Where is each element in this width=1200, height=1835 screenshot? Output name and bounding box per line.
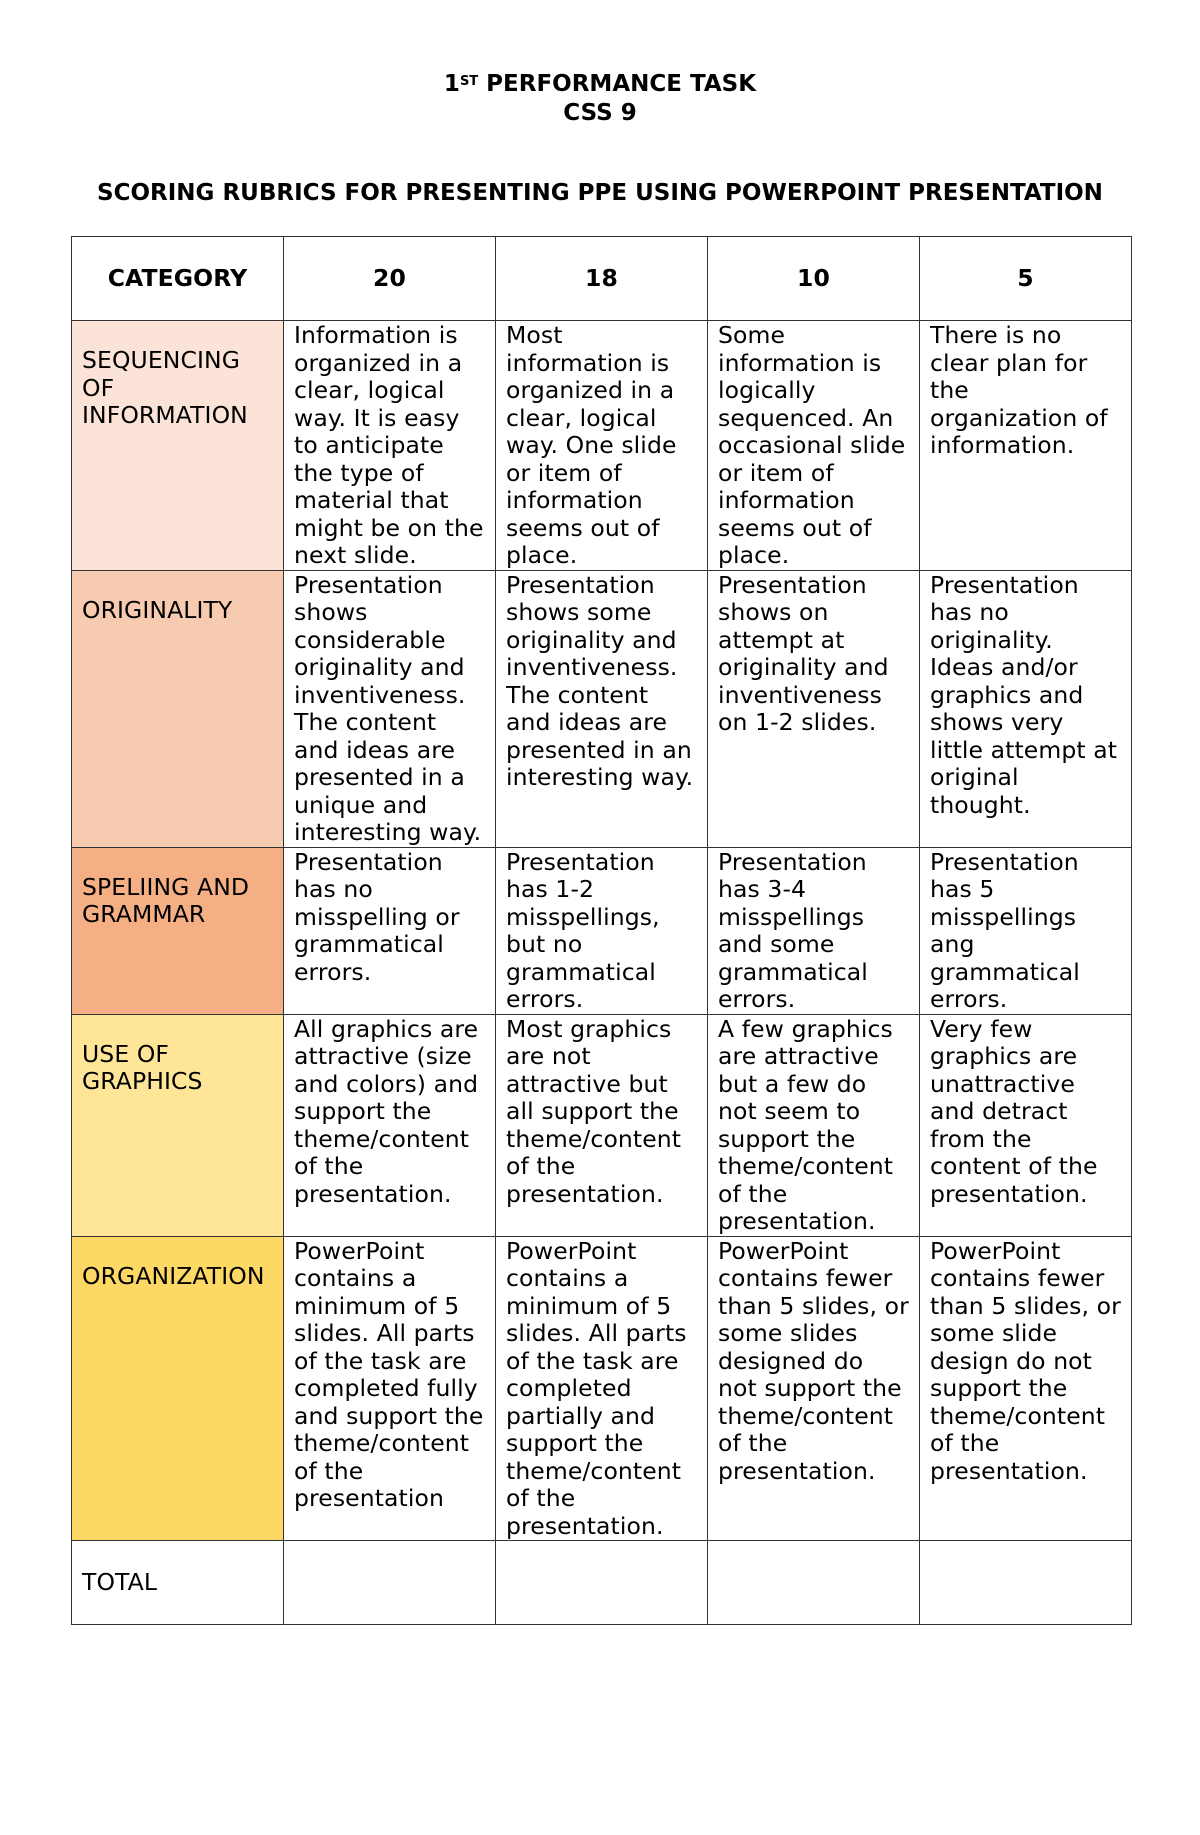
criteria-cell: Presentation has no misspelling or grammatical errors. xyxy=(284,847,496,1014)
total-cell xyxy=(920,1541,1132,1625)
criteria-cell: Most graphics are not attractive but all support the theme/content of the presentation. xyxy=(496,1014,708,1236)
criteria-cell: PowerPoint contains fewer than 5 slides, or some slide design do not support the theme/content of the presentation. xyxy=(920,1236,1132,1541)
task-number: 1 xyxy=(443,71,460,97)
rubric-title: SCORING RUBRICS FOR PRESENTING PPE USING POWERPOINT PRESENTATION xyxy=(97,180,1103,206)
criteria-cell: A few graphics are attractive but a few do not seem to support the theme/content of the presentation. xyxy=(708,1014,920,1236)
total-row xyxy=(72,1541,1132,1625)
category-cell: ORGANIZATION xyxy=(72,1236,284,1541)
table-row xyxy=(72,1014,1132,1236)
table-row xyxy=(72,321,1132,571)
criteria-cell: Information is organized in a clear, logical way. It is easy to anticipate the type of material that might be on the next slide. xyxy=(284,321,496,571)
total-cell xyxy=(284,1541,496,1625)
table-row xyxy=(72,1236,1132,1541)
criteria-cell: Very few graphics are unattractive and detract from the content of the presentation. xyxy=(920,1014,1132,1236)
criteria-cell: PowerPoint contains a minimum of 5 slides. All parts of the task are completed partially and support the theme/content of the presentation. xyxy=(496,1236,708,1541)
rubric-table xyxy=(71,236,1132,1625)
task-title xyxy=(0,70,1200,98)
category-cell: ORIGINALITY xyxy=(72,570,284,847)
header-score-18: 18 xyxy=(496,237,708,321)
task-superscript: ST xyxy=(459,74,479,89)
criteria-cell: Most information is organized in a clear, logical way. One slide or item of information seems out of place. xyxy=(496,321,708,571)
subject-title: CSS 9 xyxy=(563,100,637,126)
criteria-cell: There is no clear plan for the organization of information. xyxy=(920,321,1132,571)
header-score-5: 5 xyxy=(920,237,1132,321)
criteria-cell: Presentation shows some originality and inventiveness. The content and ideas are presented in an interesting way. xyxy=(496,570,708,847)
criteria-cell: Presentation has 3-4 misspellings and some grammatical errors. xyxy=(708,847,920,1014)
header-category: CATEGORY xyxy=(72,237,284,321)
total-label: TOTAL xyxy=(72,1541,284,1625)
category-cell: USE OF GRAPHICS xyxy=(72,1014,284,1236)
criteria-cell: Presentation has no originality. Ideas and/or graphics and shows very little attempt at original thought. xyxy=(920,570,1132,847)
total-cell xyxy=(496,1541,708,1625)
header-score-10: 10 xyxy=(708,237,920,321)
criteria-cell: Presentation shows on attempt at originality and inventiveness on 1-2 slides. xyxy=(708,570,920,847)
total-cell xyxy=(708,1541,920,1625)
criteria-cell: Some information is logically sequenced. An occasional slide or item of information seems out of place. xyxy=(708,321,920,571)
criteria-cell: Presentation has 1-2 misspellings, but no grammatical errors. xyxy=(496,847,708,1014)
task-label: PERFORMANCE TASK xyxy=(478,71,757,97)
table-row xyxy=(72,570,1132,847)
criteria-cell: PowerPoint contains fewer than 5 slides, or some slides designed do not support the theme/content of the presentation. xyxy=(708,1236,920,1541)
table-row xyxy=(72,847,1132,1014)
criteria-cell: Presentation shows considerable originality and inventiveness. The content and ideas are presented in a unique and interesting way. xyxy=(284,570,496,847)
header-row xyxy=(72,237,1132,321)
criteria-cell: Presentation has 5 misspellings ang grammatical errors. xyxy=(920,847,1132,1014)
criteria-cell: All graphics are attractive (size and colors) and support the theme/content of the presentation. xyxy=(284,1014,496,1236)
header-score-20: 20 xyxy=(284,237,496,321)
category-cell: SPELIING AND GRAMMAR xyxy=(72,847,284,1014)
category-cell: SEQUENCING OF INFORMATION xyxy=(72,321,284,571)
criteria-cell: PowerPoint contains a minimum of 5 slides. All parts of the task are completed fully and support the theme/content of the presentation xyxy=(284,1236,496,1541)
